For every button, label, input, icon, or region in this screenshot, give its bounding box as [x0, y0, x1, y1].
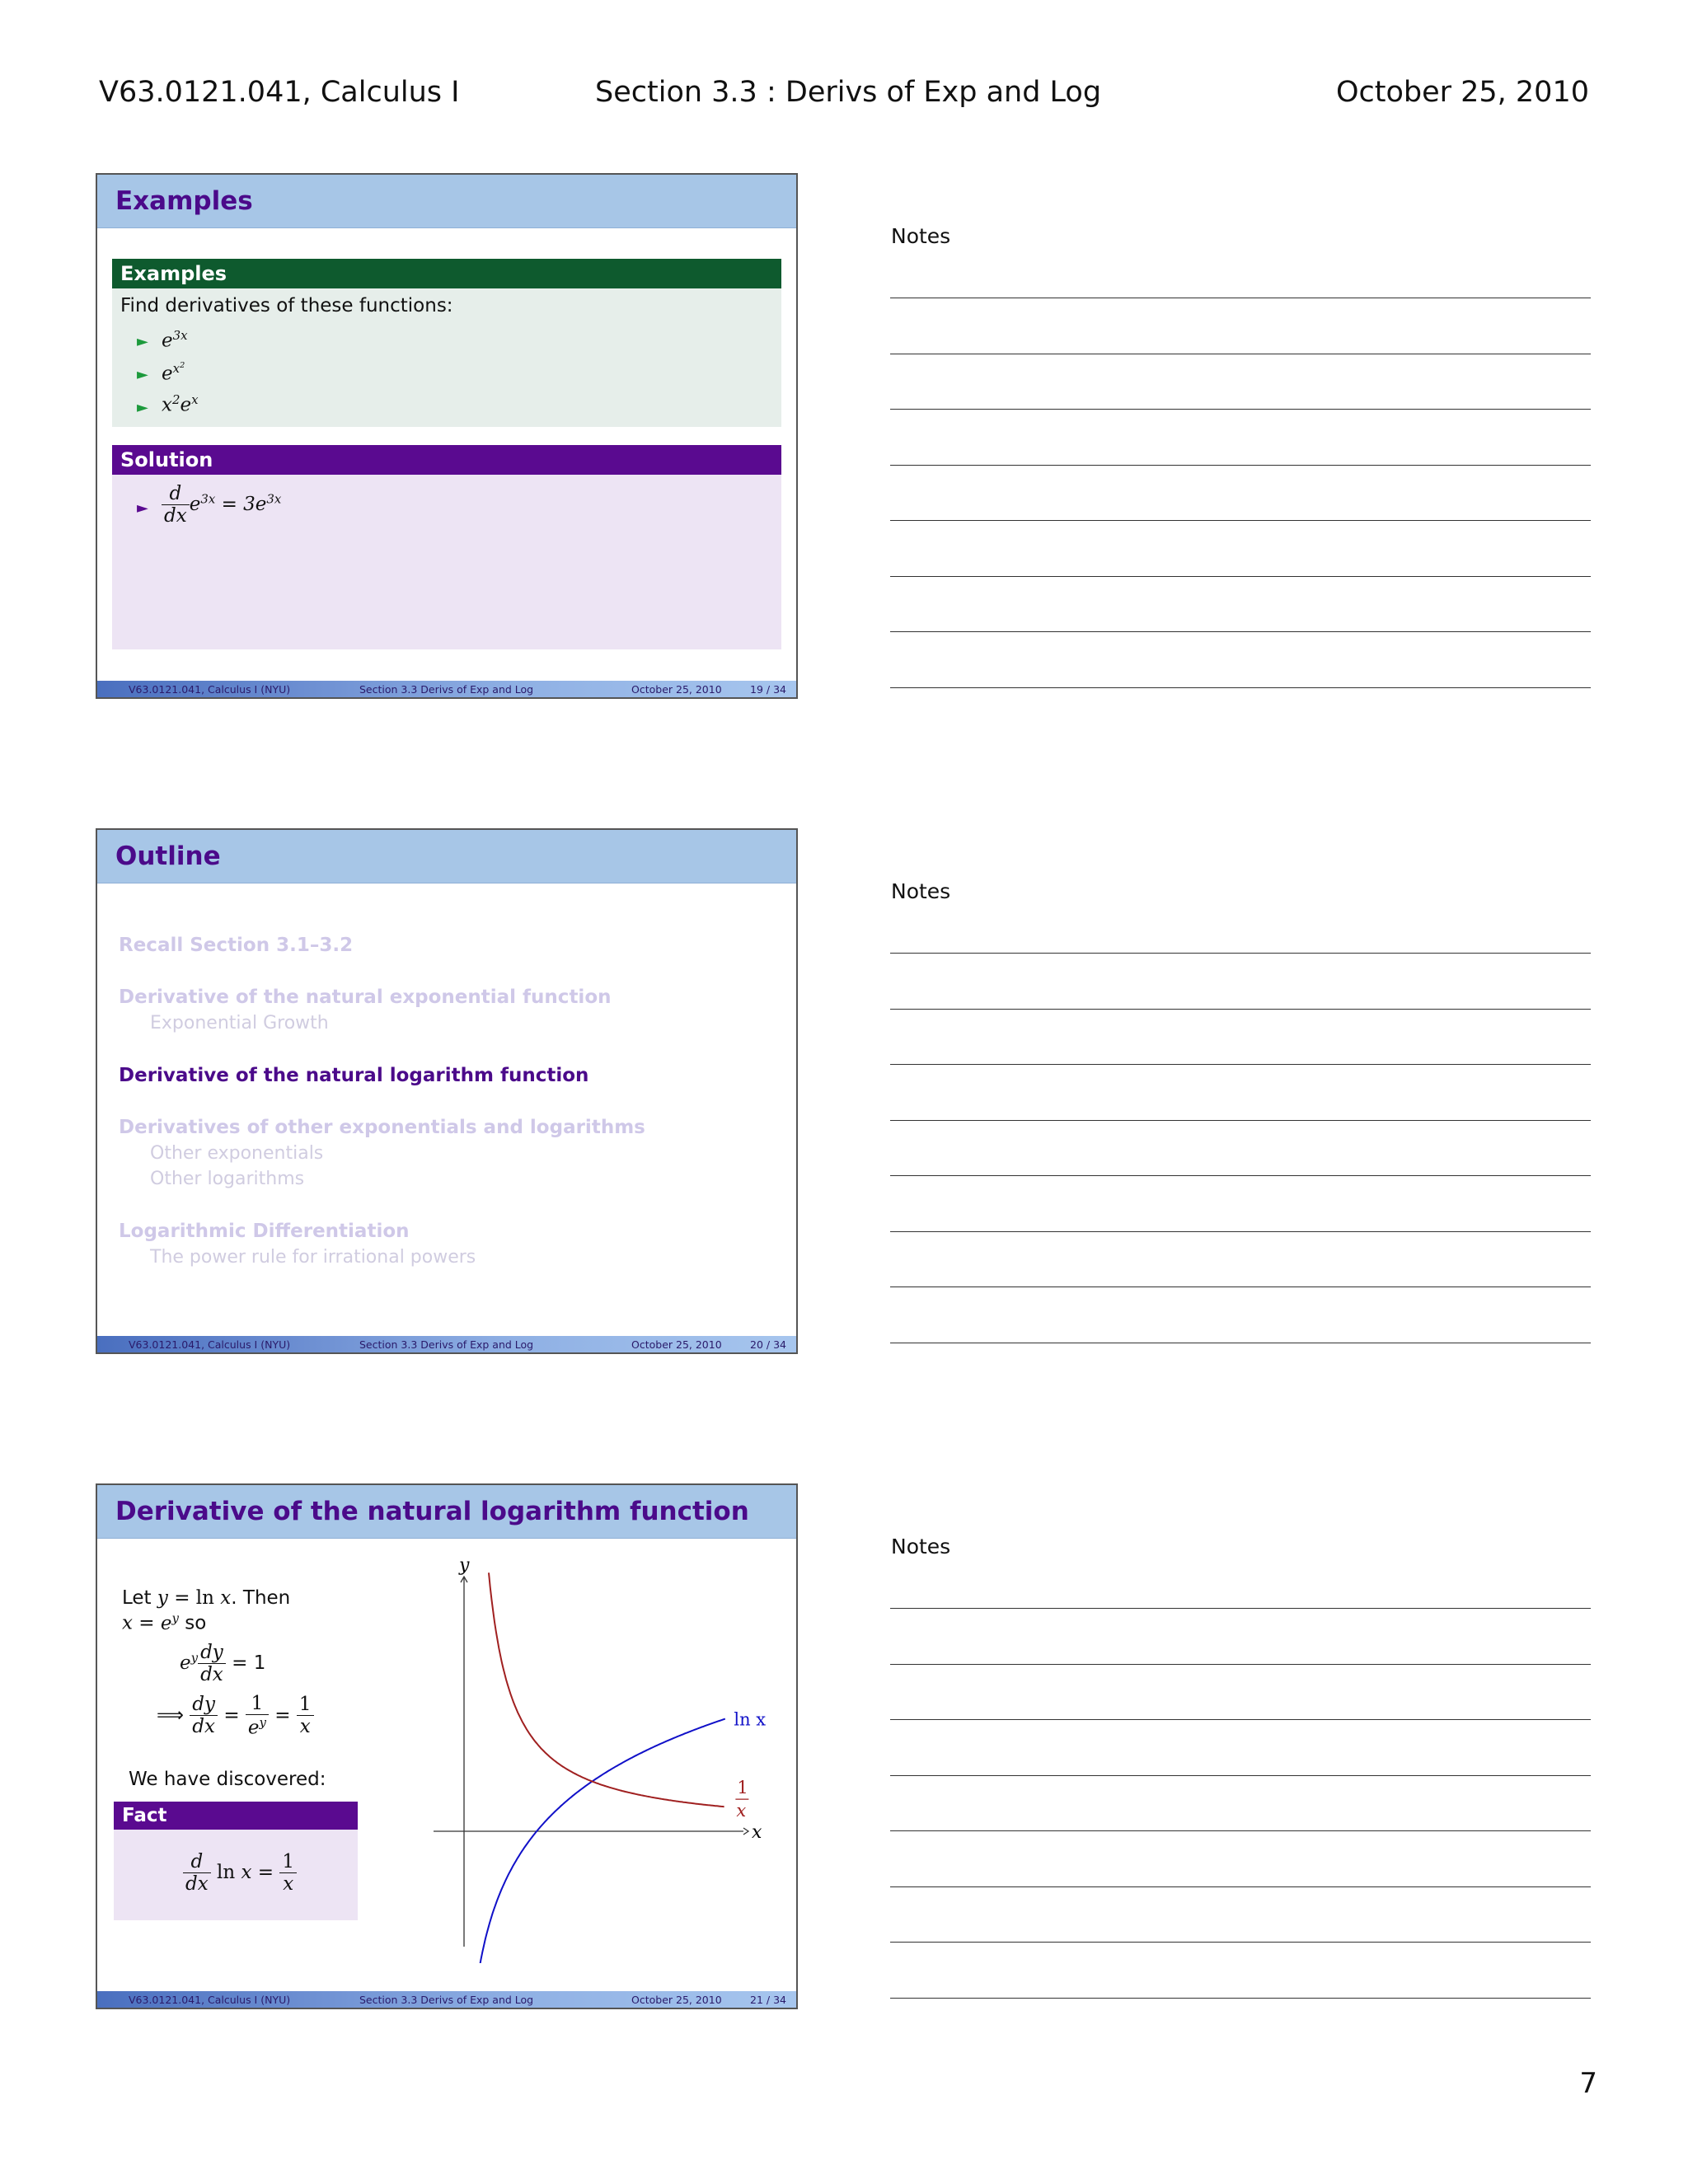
- note-line: [890, 1608, 1591, 1609]
- notes-label: Notes: [891, 224, 951, 248]
- page-header-date: October 25, 2010: [1335, 76, 1589, 109]
- note-line: [890, 1830, 1591, 1831]
- bullet-icon: ►: [137, 366, 148, 383]
- page-number: 7: [1579, 2067, 1597, 2100]
- note-line: [890, 1120, 1591, 1121]
- note-line: [890, 687, 1591, 688]
- examples-intro: Find derivatives of these functions:: [120, 295, 453, 316]
- bullet-icon: ►: [137, 399, 148, 416]
- note-line: [890, 1286, 1591, 1287]
- notes-label: Notes: [891, 1535, 951, 1558]
- footer-course: V63.0121.041, Calculus I (NYU): [129, 1338, 291, 1351]
- fact-formula: $\frac{d}{dx}$ ln x = $\frac{1}{x}$: [183, 1851, 297, 1895]
- page-header-course: V63.0121.041, Calculus I: [99, 76, 460, 109]
- x-axis-label: x: [752, 1822, 762, 1843]
- derivation-line-3: $e^y$ $\frac{dy}{dx}$ = 1: [180, 1642, 266, 1685]
- slide-derivative-ln: [96, 1483, 798, 2009]
- note-line: [890, 1064, 1591, 1065]
- note-line: [890, 409, 1591, 410]
- y-axis-label: y: [459, 1555, 470, 1576]
- footer-section: Section 3.3 Derivs of Exp and Log: [359, 1338, 534, 1351]
- series-label-reciprocal-den: x: [736, 1801, 747, 1821]
- outline-subitem: Other exponentials: [150, 1143, 324, 1164]
- series-label-reciprocal-num: 1: [737, 1778, 748, 1798]
- footer-page: 19 / 34: [750, 683, 786, 696]
- fact-block-header: Fact: [114, 1802, 358, 1830]
- outline-item: Recall Section 3.1–3.2: [119, 935, 354, 956]
- slide-outline: [96, 828, 798, 1354]
- footer-date: October 25, 2010: [631, 1338, 722, 1351]
- note-line: [890, 1664, 1591, 1665]
- examples-block-header: Examples: [112, 259, 781, 288]
- slide-title: Outline: [115, 841, 221, 871]
- note-line: [890, 576, 1591, 577]
- footer-page: 20 / 34: [750, 1338, 786, 1351]
- slide-title: Derivative of the natural logarithm function: [115, 1497, 749, 1526]
- x-axis-arrow-icon: [743, 1828, 748, 1835]
- slide-title-bar: [97, 830, 796, 883]
- ln-x-chart: [427, 1551, 773, 1963]
- note-line: [890, 1886, 1591, 1887]
- footer-course: V63.0121.041, Calculus I (NYU): [129, 1994, 291, 2006]
- note-line: [890, 465, 1591, 466]
- fact-block-body: [114, 1830, 358, 1920]
- footer-date: October 25, 2010: [631, 683, 722, 696]
- note-line: [890, 1009, 1591, 1010]
- notes-label: Notes: [891, 879, 951, 903]
- note-line: [890, 1231, 1591, 1232]
- outline-item: Derivatives of other exponentials and logarithms: [119, 1117, 645, 1138]
- derivation-line-1: Let y = ln x. Then: [122, 1587, 291, 1609]
- then-text: Then: [242, 1587, 291, 1609]
- note-line: [890, 1719, 1591, 1720]
- note-line: [890, 1998, 1591, 1999]
- note-line: [890, 953, 1591, 954]
- slide-footer: [97, 681, 796, 697]
- outline-item-active: Derivative of the natural logarithm function: [119, 1065, 589, 1086]
- slide-footer: [97, 1336, 796, 1352]
- discovered-text: We have discovered:: [129, 1769, 326, 1790]
- note-line: [890, 631, 1591, 632]
- page-header-section: Section 3.3 : Derivs of Exp and Log: [595, 76, 1102, 109]
- note-line: [890, 1942, 1591, 1943]
- slide-examples: [96, 173, 798, 699]
- outline-item: Derivative of the natural exponential function: [119, 987, 612, 1008]
- bullet-icon: ►: [137, 499, 148, 517]
- slide-title-bar: [97, 175, 796, 228]
- so-text: so: [185, 1612, 207, 1634]
- let-text: Let: [122, 1587, 152, 1609]
- slide-title: Examples: [115, 186, 253, 216]
- derivation-line-4: ⟹ $\frac{dy}{dx}$ = $\frac{1}{e^y}$ = $\frac{1}{x}$: [157, 1693, 314, 1739]
- note-line: [890, 520, 1591, 521]
- outline-subitem: The power rule for irrational powers: [150, 1247, 476, 1268]
- series-ln-x-line: [471, 1719, 725, 1963]
- footer-section: Section 3.3 Derivs of Exp and Log: [359, 1994, 534, 2006]
- examples-block-body: [112, 288, 781, 427]
- outline-subitem: Exponential Growth: [150, 1013, 329, 1033]
- bullet-icon: ►: [137, 333, 148, 350]
- footer-date: October 25, 2010: [631, 1994, 722, 2006]
- example-2: $e^{x^2}$: [162, 361, 185, 385]
- derivation-line-2: $x = e^y$ so: [122, 1610, 207, 1634]
- footer-course: V63.0121.041, Calculus I (NYU): [129, 683, 291, 696]
- solution-block-body: [112, 475, 781, 649]
- footer-page: 21 / 34: [750, 1994, 786, 2006]
- solution-block-header: Solution: [112, 445, 781, 475]
- example-3: $x^2e^x$: [162, 392, 199, 416]
- slide-title-bar: [97, 1485, 796, 1539]
- note-line: [890, 1775, 1591, 1776]
- slide-footer: [97, 1991, 796, 2008]
- footer-section: Section 3.3 Derivs of Exp and Log: [359, 683, 534, 696]
- series-label-ln-x: ln x: [734, 1709, 767, 1730]
- outline-subitem: Other logarithms: [150, 1169, 305, 1189]
- outline-item: Logarithmic Differentiation: [119, 1221, 410, 1242]
- example-1: $e^{3x}$: [162, 328, 188, 352]
- solution-1: $\frac{d}{dx}$ $e^{3x} = 3e^{3x}$: [162, 483, 281, 527]
- math-expr: y: [157, 1587, 168, 1609]
- note-line: [890, 1175, 1591, 1176]
